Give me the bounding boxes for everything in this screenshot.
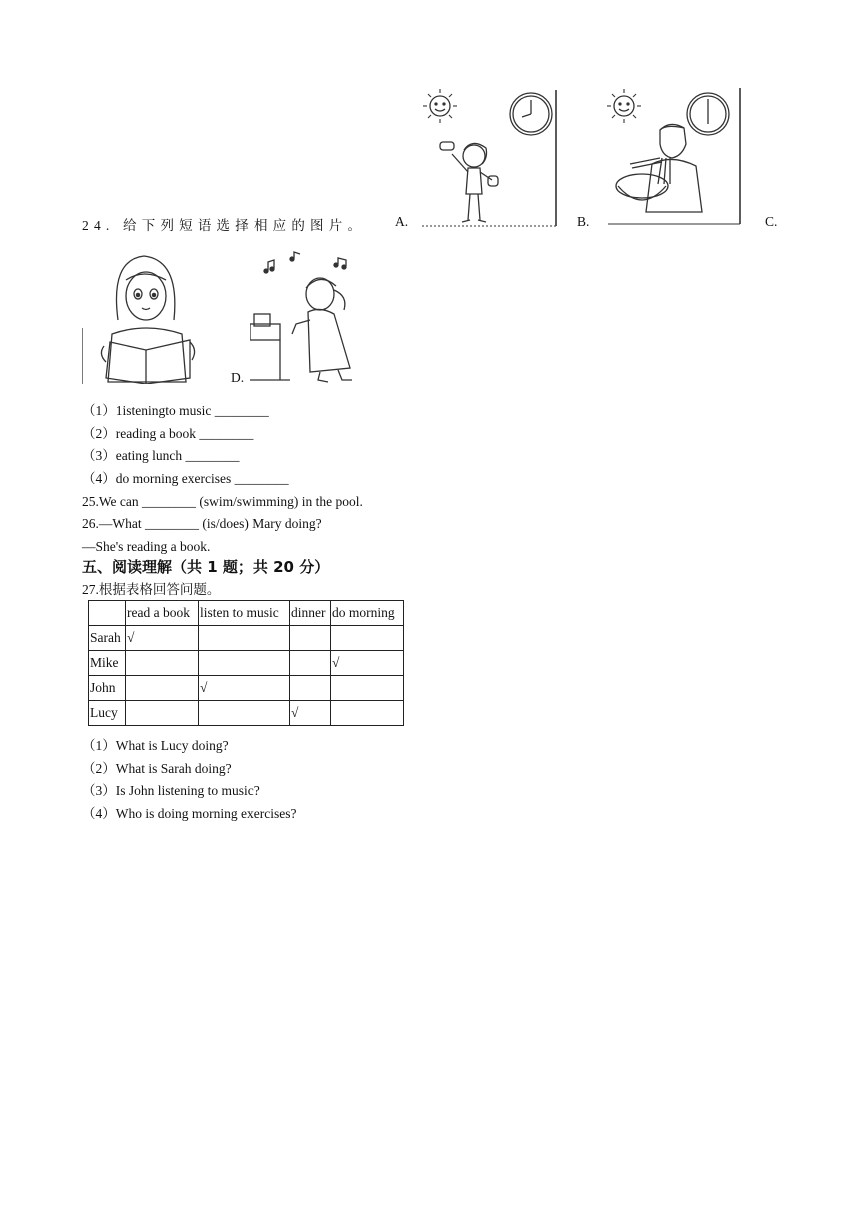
option-d-label: D. — [231, 370, 245, 385]
table-row — [89, 626, 404, 651]
q24-item-1: （1）1isteningto music ________ — [82, 403, 269, 418]
option-c-label: C. — [765, 214, 778, 229]
table-header-cell: do morning — [331, 601, 404, 626]
table-header-cell: dinner — [290, 601, 331, 626]
table-header-cell: listen to music — [199, 601, 290, 626]
table-cell: Mike — [89, 651, 126, 676]
table-cell — [290, 676, 331, 701]
question-27-prompt: 27.根据表格回答问题。 — [82, 582, 221, 597]
table-cell — [290, 651, 331, 676]
picture-a — [414, 84, 560, 228]
question-24-prompt: 24. 给下列短语选择相应的图片。 — [82, 218, 367, 233]
table-row — [89, 701, 404, 726]
table-cell — [331, 676, 404, 701]
q27-question-4: （4）Who is doing morning exercises? — [82, 806, 297, 821]
table-cell: √ — [331, 651, 404, 676]
table-cell — [126, 651, 199, 676]
table-header-row — [89, 601, 404, 626]
table-header-cell: read a book — [126, 601, 199, 626]
table-cell: √ — [290, 701, 331, 726]
q24-item-4: （4）do morning exercises ________ — [82, 471, 289, 486]
table-cell — [199, 701, 290, 726]
table-cell: John — [89, 676, 126, 701]
q24-item-3: （3）eating lunch ________ — [82, 448, 240, 463]
table-cell — [126, 676, 199, 701]
table-cell: √ — [199, 676, 290, 701]
question-25: 25.We can ________ (swim/swimming) in the pool. — [82, 494, 363, 509]
question-26: 26.—What ________ (is/does) Mary doing? — [82, 516, 322, 531]
q24-item-2: （2）reading a book ________ — [82, 426, 254, 441]
question-26-answer: —She's reading a book. — [82, 539, 211, 554]
table-cell — [290, 626, 331, 651]
q27-question-3: （3）Is John listening to music? — [82, 783, 260, 798]
q27-question-2: （2）What is Sarah doing? — [82, 761, 232, 776]
picture-b — [602, 84, 746, 228]
section-5-heading: 五、阅读理解（共 1 题；共 20 分） — [82, 558, 330, 576]
option-b-label: B. — [577, 214, 590, 229]
table-row — [89, 676, 404, 701]
picture-c — [82, 250, 206, 384]
table-cell: Sarah — [89, 626, 126, 651]
activity-table — [88, 600, 404, 726]
table-row — [89, 651, 404, 676]
table-cell: √ — [126, 626, 199, 651]
table-cell — [199, 626, 290, 651]
question-24-line — [82, 214, 782, 234]
q27-question-1: （1）What is Lucy doing? — [82, 738, 229, 753]
table-cell — [126, 701, 199, 726]
table-cell — [199, 651, 290, 676]
table-header-cell — [89, 601, 126, 626]
table-cell — [331, 701, 404, 726]
picture-d — [250, 250, 368, 384]
table-cell — [331, 626, 404, 651]
option-a-label: A. — [395, 214, 409, 229]
table-cell: Lucy — [89, 701, 126, 726]
